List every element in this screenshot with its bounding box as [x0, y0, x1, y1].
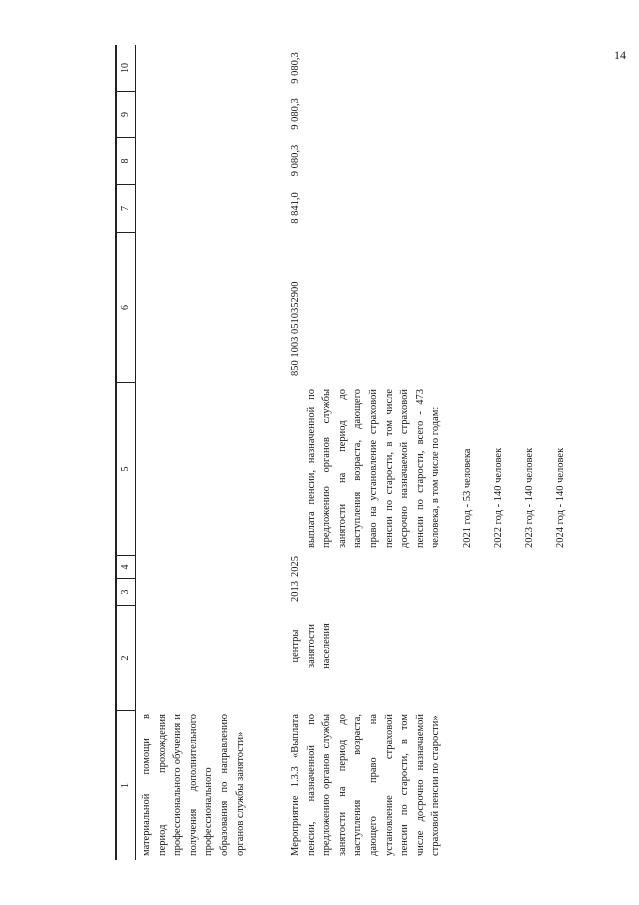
amount-col-9: 9 080,3 [290, 98, 301, 130]
end-year: 2025 [290, 556, 301, 577]
start-year: 2013 [290, 581, 301, 602]
result-year-2024: 2024 год - 140 человек [555, 447, 567, 548]
header-col-2: 2 [116, 605, 135, 710]
amount-col-10: 9 080,3 [290, 52, 301, 84]
header-col-7: 7 [116, 184, 135, 232]
header-col-1: 1 [116, 710, 135, 860]
executor-cell: центры занятости населения [290, 623, 333, 669]
rotated-table-content [116, 45, 639, 860]
header-col-9: 9 [116, 91, 135, 137]
continued-measure-text: материальной помощи в период прохождения профессионального обучения и получения дополнительного профессионального образования по направлению органов службы занятости» [141, 714, 246, 856]
budget-table [115, 45, 639, 860]
result-cell [288, 389, 584, 548]
column-number-header [116, 45, 136, 860]
page-number: 14 [614, 48, 626, 62]
header-col-3: 3 [116, 578, 135, 605]
result-year-2021: 2021 год - 53 человека [461, 448, 473, 548]
measure-title: Мероприятие 1.3.3 «Выплата пенсии, назначенной по предложению органов службы занятости на период до наступления возраста, дающего право на установление страховой пенсии по старости, в том числе досрочно назначаемой страховой пенсии по старости» [290, 714, 442, 856]
amount-col-8: 9 080,3 [290, 144, 301, 177]
header-col-4: 4 [116, 555, 135, 578]
header-col-8: 8 [116, 137, 135, 184]
header-col-6: 6 [116, 232, 135, 382]
result-year-2022: 2022 год - 140 человек [492, 447, 504, 548]
header-col-5: 5 [116, 382, 135, 555]
result-description: выплата пенсии, назначенной по предложению органов службы занятости на период до наступления возраста, дающего право на установление страховой пенсии по старости, в том числе досрочно назначаемой страховой пенсии по старости, всего - 473 человека, в том числе по годам: [305, 389, 442, 548]
header-col-10: 10 [120, 63, 131, 73]
budget-code: 850 1003 0510352900 [290, 281, 301, 376]
result-year-2023: 2023 год - 140 человек [523, 447, 535, 548]
amount-col-7: 8 841,0 [290, 192, 301, 224]
